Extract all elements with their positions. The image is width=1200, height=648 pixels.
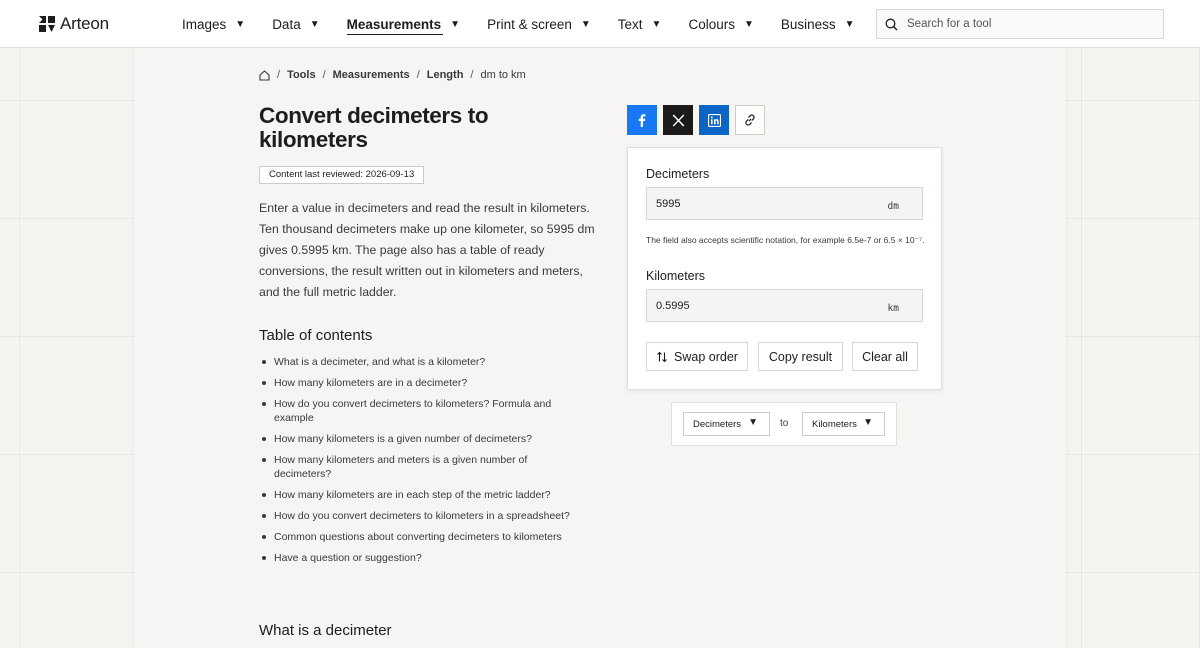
toc-link[interactable]: How many kilometers is a given number of decimeters? — [274, 433, 532, 445]
breadcrumb-length[interactable]: Length — [426, 69, 464, 81]
from-unit-select[interactable] — [683, 412, 770, 436]
caret-down-icon: ▼ — [450, 18, 461, 30]
share-buttons — [627, 105, 765, 135]
nav-item-data[interactable] — [272, 0, 319, 48]
nav-item-images[interactable] — [182, 0, 245, 48]
toc-item — [259, 397, 554, 425]
section-heading: What is a decimeter — [259, 622, 392, 639]
toc-item — [259, 530, 604, 544]
nav-item-label: Text — [617, 16, 643, 32]
unit-selector-bar — [671, 402, 897, 446]
breadcrumb — [259, 69, 526, 81]
nav-item-label: Measurements — [346, 16, 442, 32]
nav-item-print-screen[interactable] — [487, 0, 591, 48]
to-unit-value: Kilometers — [812, 418, 857, 430]
scientific-notation-hint: The field also accepts scientific notation, for example 6.5e-7 or 6.5 × 10⁻⁷. — [646, 235, 925, 245]
caret-down-icon: ▼ — [235, 18, 246, 30]
kilometers-input[interactable] — [647, 300, 856, 312]
swap-order-button[interactable] — [646, 342, 748, 371]
main-nav — [182, 0, 882, 48]
page-title: Convert decimeters to kilometers — [259, 103, 489, 152]
copy-result-label: Copy result — [768, 349, 833, 364]
clear-all-button[interactable] — [852, 342, 918, 371]
nav-item-label: Images — [182, 16, 227, 32]
decimeters-field-box — [646, 187, 923, 220]
nav-item-text[interactable] — [618, 0, 662, 48]
intro-paragraph: Enter a value in decimeters and read the result in kilometers. Ten thousand decimeters make up one kilometer, so 5995 dm gives 0.5995 km. The page also has a table of ready conversions, the result written out in kilometers and meters, and the full metric ladder. — [259, 201, 595, 299]
top-header — [0, 0, 1200, 48]
nav-item-business[interactable] — [781, 0, 855, 48]
nav-item-label: Business — [780, 16, 836, 32]
converter-card — [627, 147, 942, 390]
kilometers-unit: km — [887, 303, 899, 314]
kilometers-field-box — [646, 289, 923, 322]
nav-item-label: Print & screen — [487, 16, 572, 32]
content-panel — [134, 48, 1066, 648]
home-icon[interactable] — [259, 70, 270, 81]
caret-down-icon: ▼ — [844, 18, 855, 30]
toc-link[interactable]: How do you convert decimeters to kilometers in a spreadsheet? — [274, 510, 570, 522]
toc-link[interactable]: What is a decimeter, and what is a kilometer? — [274, 356, 486, 368]
link-icon — [743, 113, 757, 127]
decimeters-input[interactable] — [647, 198, 856, 210]
caret-down-icon: ▼ — [309, 18, 320, 30]
decimeters-label: Decimeters — [646, 167, 710, 181]
search-icon — [885, 18, 898, 31]
search-input[interactable] — [907, 18, 1147, 30]
toc-link[interactable]: Have a question or suggestion? — [274, 552, 422, 564]
toc-link[interactable]: How many kilometers and meters is a given number of decimeters? — [274, 454, 528, 480]
copy-link-button[interactable] — [735, 105, 765, 135]
toc-link[interactable]: How many kilometers are in each step of the metric ladder? — [274, 489, 551, 501]
x-icon — [672, 114, 685, 127]
caret-down-icon: ▼ — [580, 18, 591, 30]
toc-link[interactable]: How do you convert decimeters to kilometers? Formula and example — [274, 398, 552, 424]
swap-order-label: Swap order — [674, 349, 738, 364]
share-facebook-button[interactable] — [627, 105, 657, 135]
breadcrumb-separator: / — [416, 69, 420, 81]
caret-down-icon: ▼ — [863, 417, 873, 428]
swap-icon — [656, 351, 668, 363]
to-word: to — [780, 418, 789, 429]
logo-icon — [39, 16, 55, 32]
to-unit-select[interactable] — [802, 412, 885, 436]
toc-heading: Table of contents — [259, 327, 373, 344]
toc-link[interactable]: Common questions about converting decimeters to kilometers — [274, 531, 562, 543]
caret-down-icon: ▼ — [743, 18, 754, 30]
review-date-badge: Content last reviewed: 2026-09-13 — [259, 166, 424, 184]
breadcrumb-separator: / — [277, 69, 281, 81]
toc-item — [259, 376, 574, 390]
breadcrumb-current: dm to km — [480, 69, 526, 81]
nav-item-measurements[interactable] — [347, 0, 460, 48]
toc-link[interactable]: How many kilometers are in a decimeter? — [274, 377, 468, 389]
brand-logo[interactable] — [39, 14, 109, 34]
linkedin-icon — [708, 114, 721, 127]
share-linkedin-button[interactable] — [699, 105, 729, 135]
breadcrumb-measurements[interactable]: Measurements — [332, 69, 410, 81]
caret-down-icon: ▼ — [651, 18, 662, 30]
breadcrumb-separator: / — [322, 69, 326, 81]
facebook-icon — [635, 113, 649, 127]
copy-result-button[interactable] — [758, 342, 843, 371]
from-unit-value: Decimeters — [693, 418, 742, 430]
clear-all-label: Clear all — [862, 349, 908, 364]
table-of-contents — [259, 355, 599, 572]
toc-item — [259, 551, 574, 565]
decimeters-unit: dm — [887, 201, 899, 212]
breadcrumb-separator: / — [470, 69, 474, 81]
caret-down-icon: ▼ — [748, 417, 758, 428]
breadcrumb-tools[interactable]: Tools — [287, 69, 316, 81]
share-x-button[interactable] — [663, 105, 693, 135]
toc-item — [259, 453, 539, 481]
brand-name: Arteon — [60, 14, 109, 33]
nav-item-label: Data — [272, 16, 301, 32]
toc-item — [259, 432, 574, 446]
search-box[interactable] — [876, 9, 1164, 39]
toc-item — [259, 509, 604, 523]
nav-item-colours[interactable] — [688, 0, 753, 48]
kilometers-label: Kilometers — [646, 269, 706, 283]
toc-item — [259, 355, 574, 369]
toc-item — [259, 488, 574, 502]
nav-item-label: Colours — [688, 16, 735, 32]
